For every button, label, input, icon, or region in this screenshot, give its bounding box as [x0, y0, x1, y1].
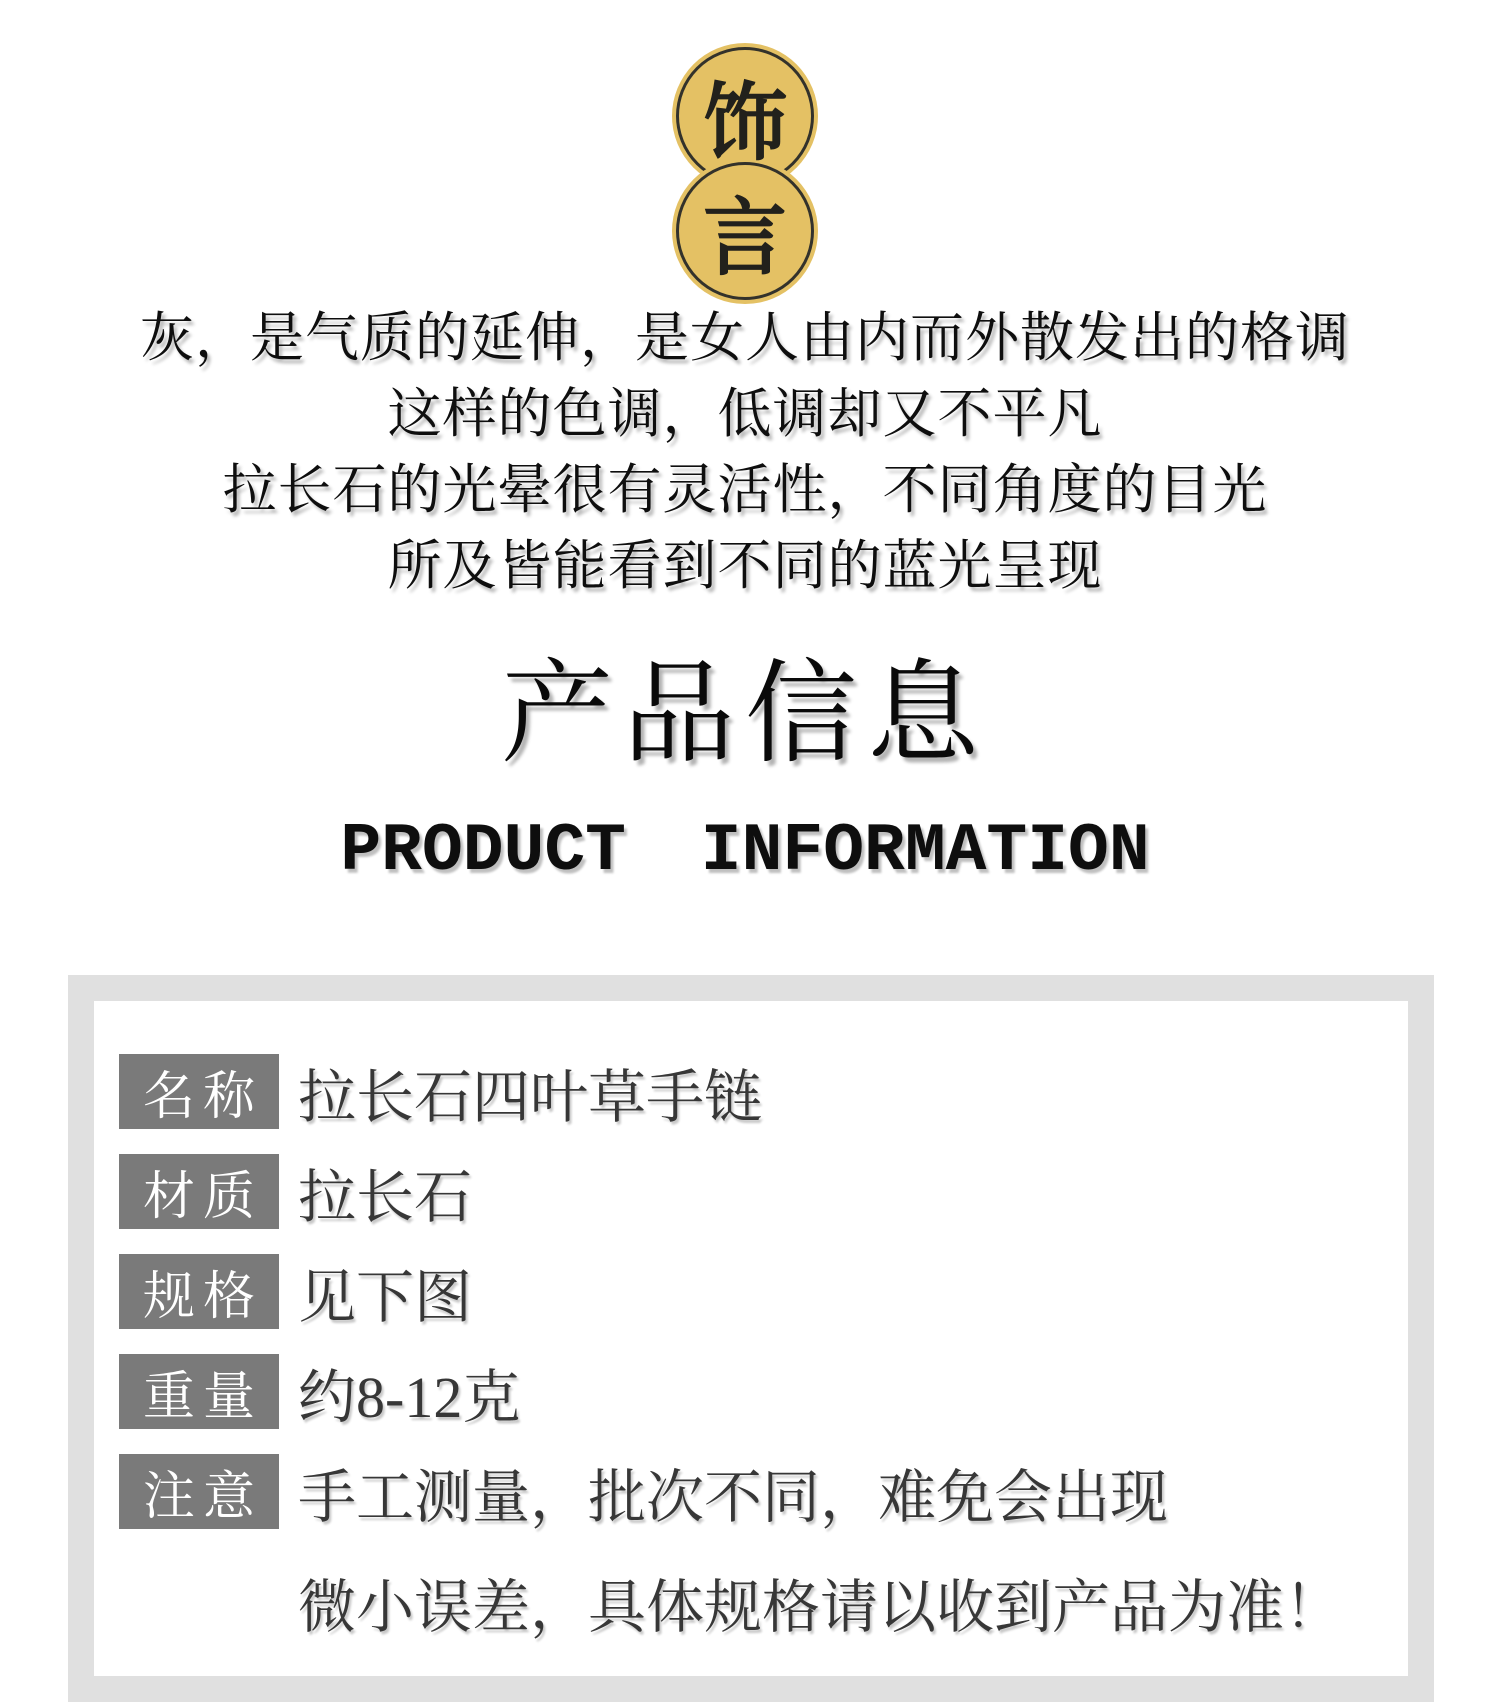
info-label-name: 名称	[119, 1054, 279, 1129]
brand-logo	[0, 0, 1490, 310]
info-value-spec: 见下图	[298, 1264, 473, 1330]
info-label-weight: 重量	[119, 1354, 279, 1429]
intro-line-3: 拉长石的光晕很有灵活性，不同角度的目光	[222, 460, 1268, 520]
logo-char-bottom: 言	[702, 192, 787, 286]
info-row-name	[119, 1054, 762, 1129]
logo-coin-bottom	[672, 158, 818, 304]
intro-line-2: 这样的色调，低调却又不平凡	[387, 384, 1103, 444]
info-value-note-line1: 手工测量，批次不同，难免会出现	[298, 1464, 1169, 1530]
logo-char-top: 饰	[702, 77, 787, 171]
info-row-spec	[119, 1254, 472, 1329]
section-title: 产品信息	[501, 653, 989, 777]
intro-line-4: 所及皆能看到不同的蓝光呈现	[387, 536, 1103, 596]
info-label-spec: 规格	[119, 1254, 279, 1329]
info-label-note: 注意	[119, 1454, 279, 1529]
info-row-material	[119, 1154, 472, 1229]
product-info-frame	[68, 975, 1434, 1702]
info-label-material: 材质	[119, 1154, 279, 1229]
intro-paragraph	[0, 300, 1490, 604]
info-row-weight	[119, 1354, 520, 1429]
intro-line-1: 灰，是气质的延伸，是女人由内而外散发出的格调	[140, 308, 1350, 368]
info-row-note	[119, 1454, 1168, 1529]
info-value-note-line2: 微小误差，具体规格请以收到产品为准！	[298, 1575, 1343, 1640]
section-subtitle: PRODUCT INFORMATION	[340, 813, 1150, 890]
info-value-name: 拉长石四叶草手链	[298, 1064, 763, 1130]
info-value-weight: 约8-12克	[298, 1364, 521, 1430]
info-value-material: 拉长石	[298, 1164, 473, 1230]
